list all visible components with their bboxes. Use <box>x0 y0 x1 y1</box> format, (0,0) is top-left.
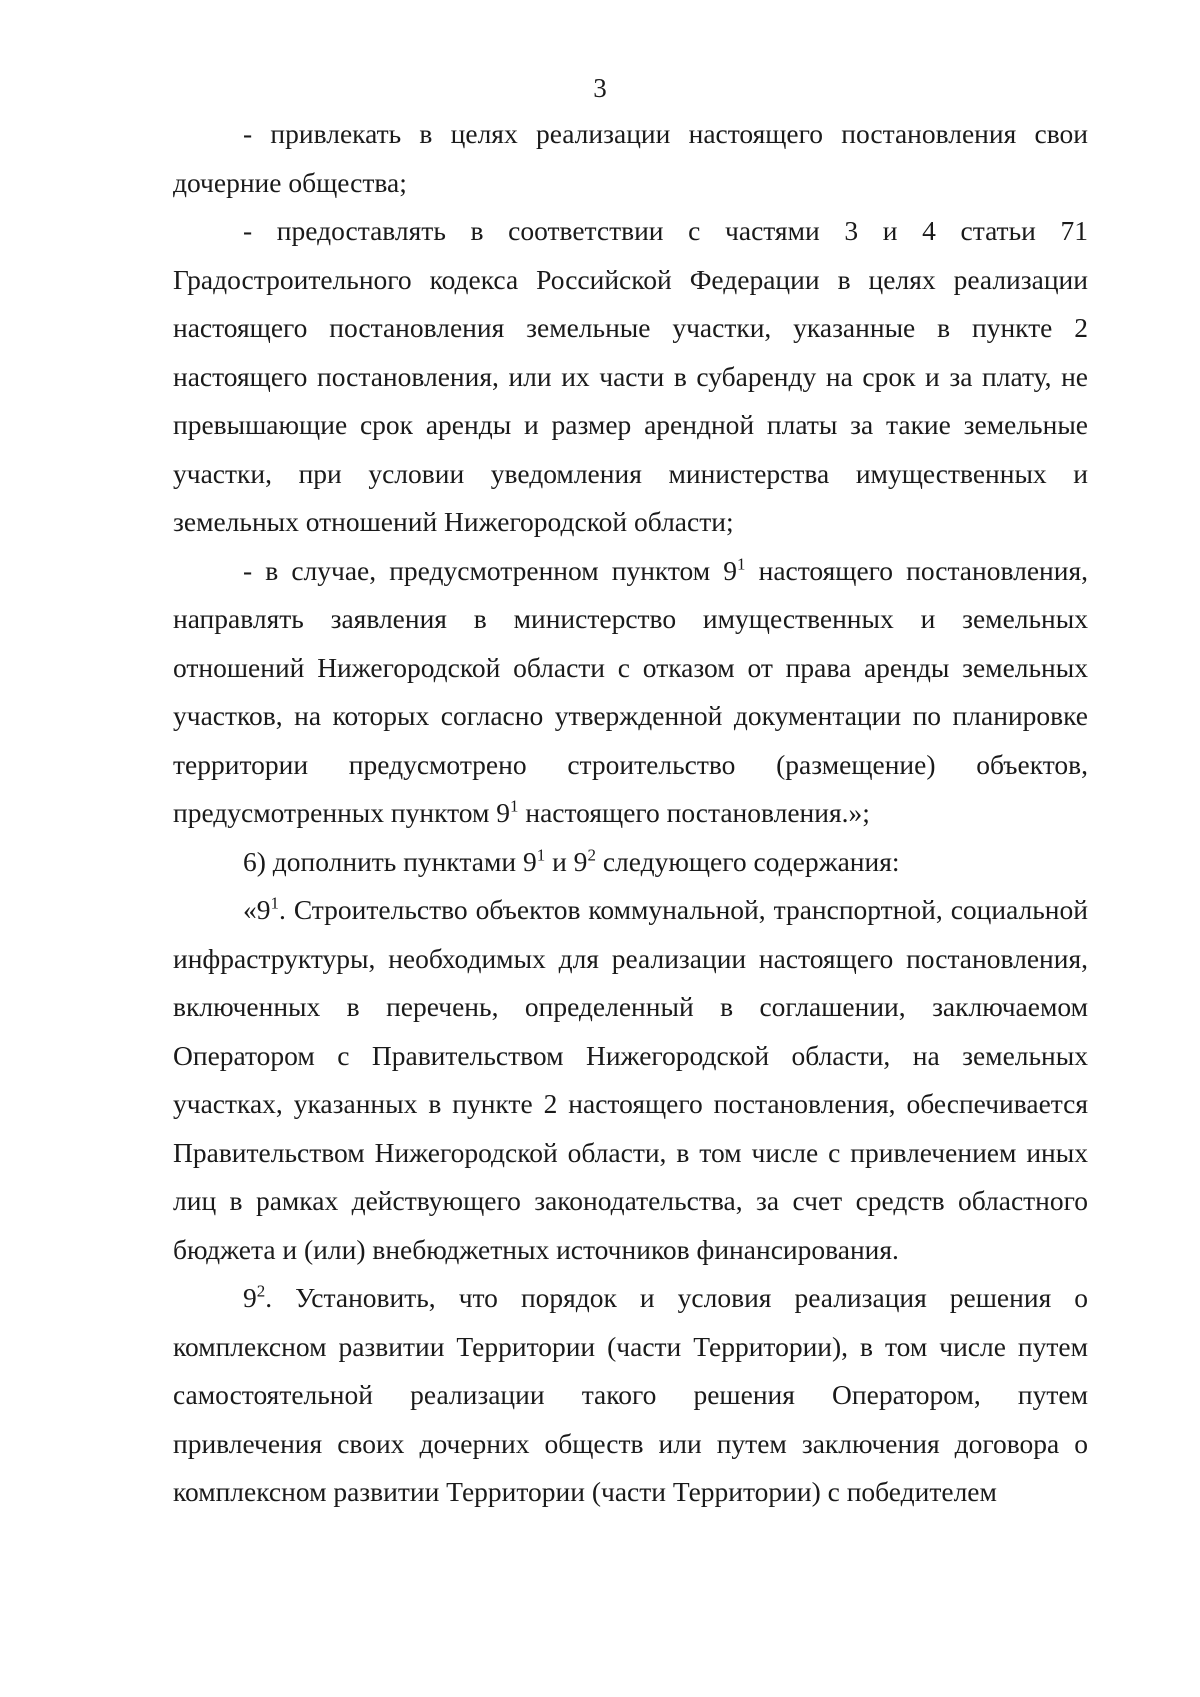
paragraph-clause-9-1 <box>173 886 1088 1274</box>
text-segment: следующего содержания: <box>595 845 900 877</box>
document-body <box>173 110 1088 1517</box>
text-segment: . Строительство объектов коммунальной, транспортной, социальной инфраструктуры, необходимых для реализации настоящего постановления, включенных в перечень, определенный в соглашении, заключаемом Оператором с Правительством Нижегородской области, на земельных участках, указанных в пункте 2 настоящего постановления, обеспечивается Правительством Нижегородской области, в том числе с привлечением иных лиц в рамках действующего законодательства, за счет средств областного бюджета и (или) внебюджетных источников финансирования. <box>173 894 1088 1265</box>
text-segment: 6) дополнить пунктами 9 <box>243 845 537 877</box>
text-segment: настоящего постановления, направлять заявления в министерство имущественных и земельных отношений Нижегородской области с отказом от права аренды земельных участков, на которых согласно утвержденной документации по планировке территории предусмотрено строительство (размещение) объектов, предусмотренных пунктом 9 <box>173 554 1088 828</box>
page-number: 3 <box>593 73 607 103</box>
superscript: 1 <box>509 796 519 816</box>
text-segment: и 9 <box>545 845 588 877</box>
text-segment: - в случае, предусмотренном пунктом 9 <box>243 554 738 586</box>
superscript: 1 <box>536 844 546 864</box>
superscript: 1 <box>737 553 746 573</box>
superscript: 2 <box>587 844 596 864</box>
superscript: 2 <box>256 1281 266 1301</box>
paragraph-amendment-6 <box>173 838 1088 887</box>
paragraph-clause-9-2 <box>173 1274 1088 1517</box>
paragraph-sublease: - предоставлять в соответствии с частями 3 и 4 статьи 71 Градостроительного кодекса Российской Федерации в целях реализации настоящего постановления земельные участки, указанные в пункте 2 настоящего постановления, или их части в субаренду на срок и за плату, не превышающие срок аренды и размер арендной платы за такие земельные участки, при условии уведомления министерства имущественных и земельных отношений Нижегородской области; <box>173 215 1088 537</box>
superscript: 1 <box>270 893 279 913</box>
text-segment: 9 <box>243 1282 257 1313</box>
text-segment: . Установить, что порядок и условия реализация решения о комплексном развитии Территории (части Территории), в том числе путем самостоятельной реализации такого решения Оператором, путем привлечения своих дочерних обществ или путем заключения договора о комплексном развитии Территории (части Территории) с победителем <box>173 1282 1088 1507</box>
paragraph-lease-refusal <box>173 547 1088 838</box>
paragraph-subsidiaries: - привлекать в целях реализации настоящего постановления свои дочерние общества; <box>173 118 1088 198</box>
text-segment: «9 <box>243 894 271 925</box>
text-segment: настоящего постановления.»; <box>518 797 870 828</box>
